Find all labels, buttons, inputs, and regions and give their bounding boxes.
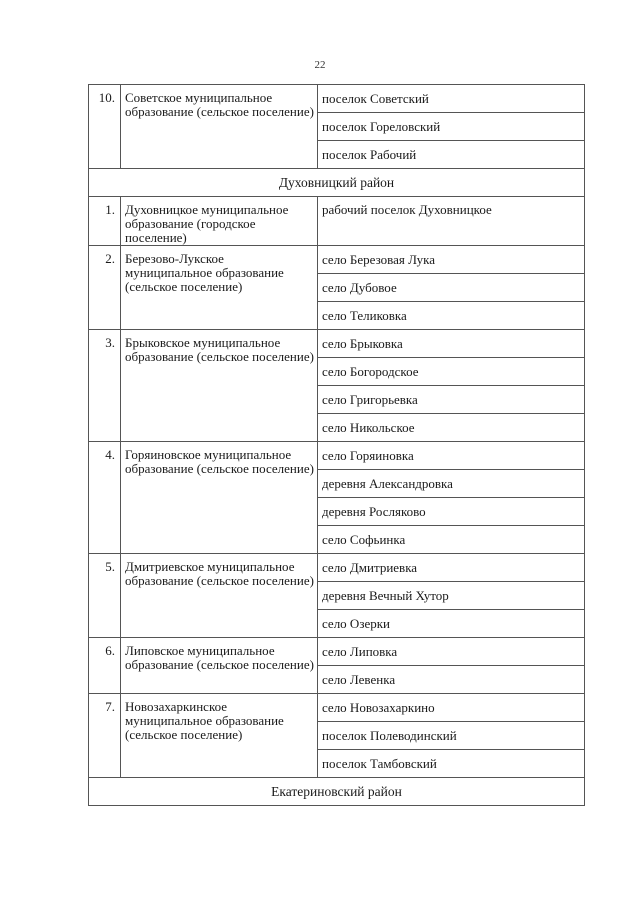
- settlement-name: деревня Росляково: [318, 498, 585, 526]
- entry-number: 10.: [89, 85, 121, 169]
- district-header-row: [89, 169, 585, 197]
- table-row: [89, 246, 585, 274]
- settlement-name: село Левенка: [318, 666, 585, 694]
- municipality-name: Новозахаркинское муниципальное образование (сельское поселение): [121, 694, 318, 778]
- settlement-name: село Горяиновка: [318, 442, 585, 470]
- municipality-name: Березово-Лукское муниципальное образование (сельское поселение): [121, 246, 318, 330]
- entry-number: 4.: [89, 442, 121, 554]
- entry-number: 7.: [89, 694, 121, 778]
- table-row: [89, 554, 585, 582]
- entry-number: 5.: [89, 554, 121, 638]
- table-row: [89, 330, 585, 358]
- entry-number: 2.: [89, 246, 121, 330]
- settlement-name: поселок Гореловский: [318, 113, 585, 141]
- municipality-name: Духовницкое муниципальное образование (городское поселение): [121, 197, 318, 246]
- municipality-name: Горяиновское муниципальное образование (сельское поселение): [121, 442, 318, 554]
- settlement-name: поселок Полеводинский: [318, 722, 585, 750]
- settlements-table-body: [89, 85, 585, 806]
- entry-number: 6.: [89, 638, 121, 694]
- municipality-name: Дмитриевское муниципальное образование (сельское поселение): [121, 554, 318, 638]
- settlement-name: поселок Советский: [318, 85, 585, 113]
- table-row: [89, 638, 585, 666]
- district-title: Екатериновский район: [89, 778, 585, 806]
- table-row: [89, 85, 585, 113]
- settlement-name: село Теликовка: [318, 302, 585, 330]
- settlement-name: село Брыковка: [318, 330, 585, 358]
- municipality-name: Липовское муниципальное образование (сельское поселение): [121, 638, 318, 694]
- settlement-name: село Липовка: [318, 638, 585, 666]
- settlement-name: село Никольское: [318, 414, 585, 442]
- entry-number: 1.: [89, 197, 121, 246]
- settlement-name: село Григорьевка: [318, 386, 585, 414]
- settlement-name: село Дмитриевка: [318, 554, 585, 582]
- settlement-name: село Софьинка: [318, 526, 585, 554]
- settlement-name: село Березовая Лука: [318, 246, 585, 274]
- municipality-name: Брыковское муниципальное образование (сельское поселение): [121, 330, 318, 442]
- settlement-name: деревня Александровка: [318, 470, 585, 498]
- district-title: Духовницкий район: [89, 169, 585, 197]
- district-header-row: [89, 778, 585, 806]
- table-row: [89, 442, 585, 470]
- municipality-name: Советское муниципальное образование (сельское поселение): [121, 85, 318, 169]
- page-number: 22: [314, 59, 326, 71]
- entry-number: 3.: [89, 330, 121, 442]
- settlement-name: рабочий поселок Духовницкое: [318, 197, 585, 246]
- settlement-name: село Богородское: [318, 358, 585, 386]
- table-row: [89, 694, 585, 722]
- settlement-name: село Дубовое: [318, 274, 585, 302]
- settlement-name: поселок Рабочий: [318, 141, 585, 169]
- settlement-name: село Новозахаркино: [318, 694, 585, 722]
- settlements-table: [88, 84, 585, 806]
- settlement-name: село Озерки: [318, 610, 585, 638]
- table-row: [89, 197, 585, 246]
- settlement-name: поселок Тамбовский: [318, 750, 585, 778]
- settlement-name: деревня Вечный Хутор: [318, 582, 585, 610]
